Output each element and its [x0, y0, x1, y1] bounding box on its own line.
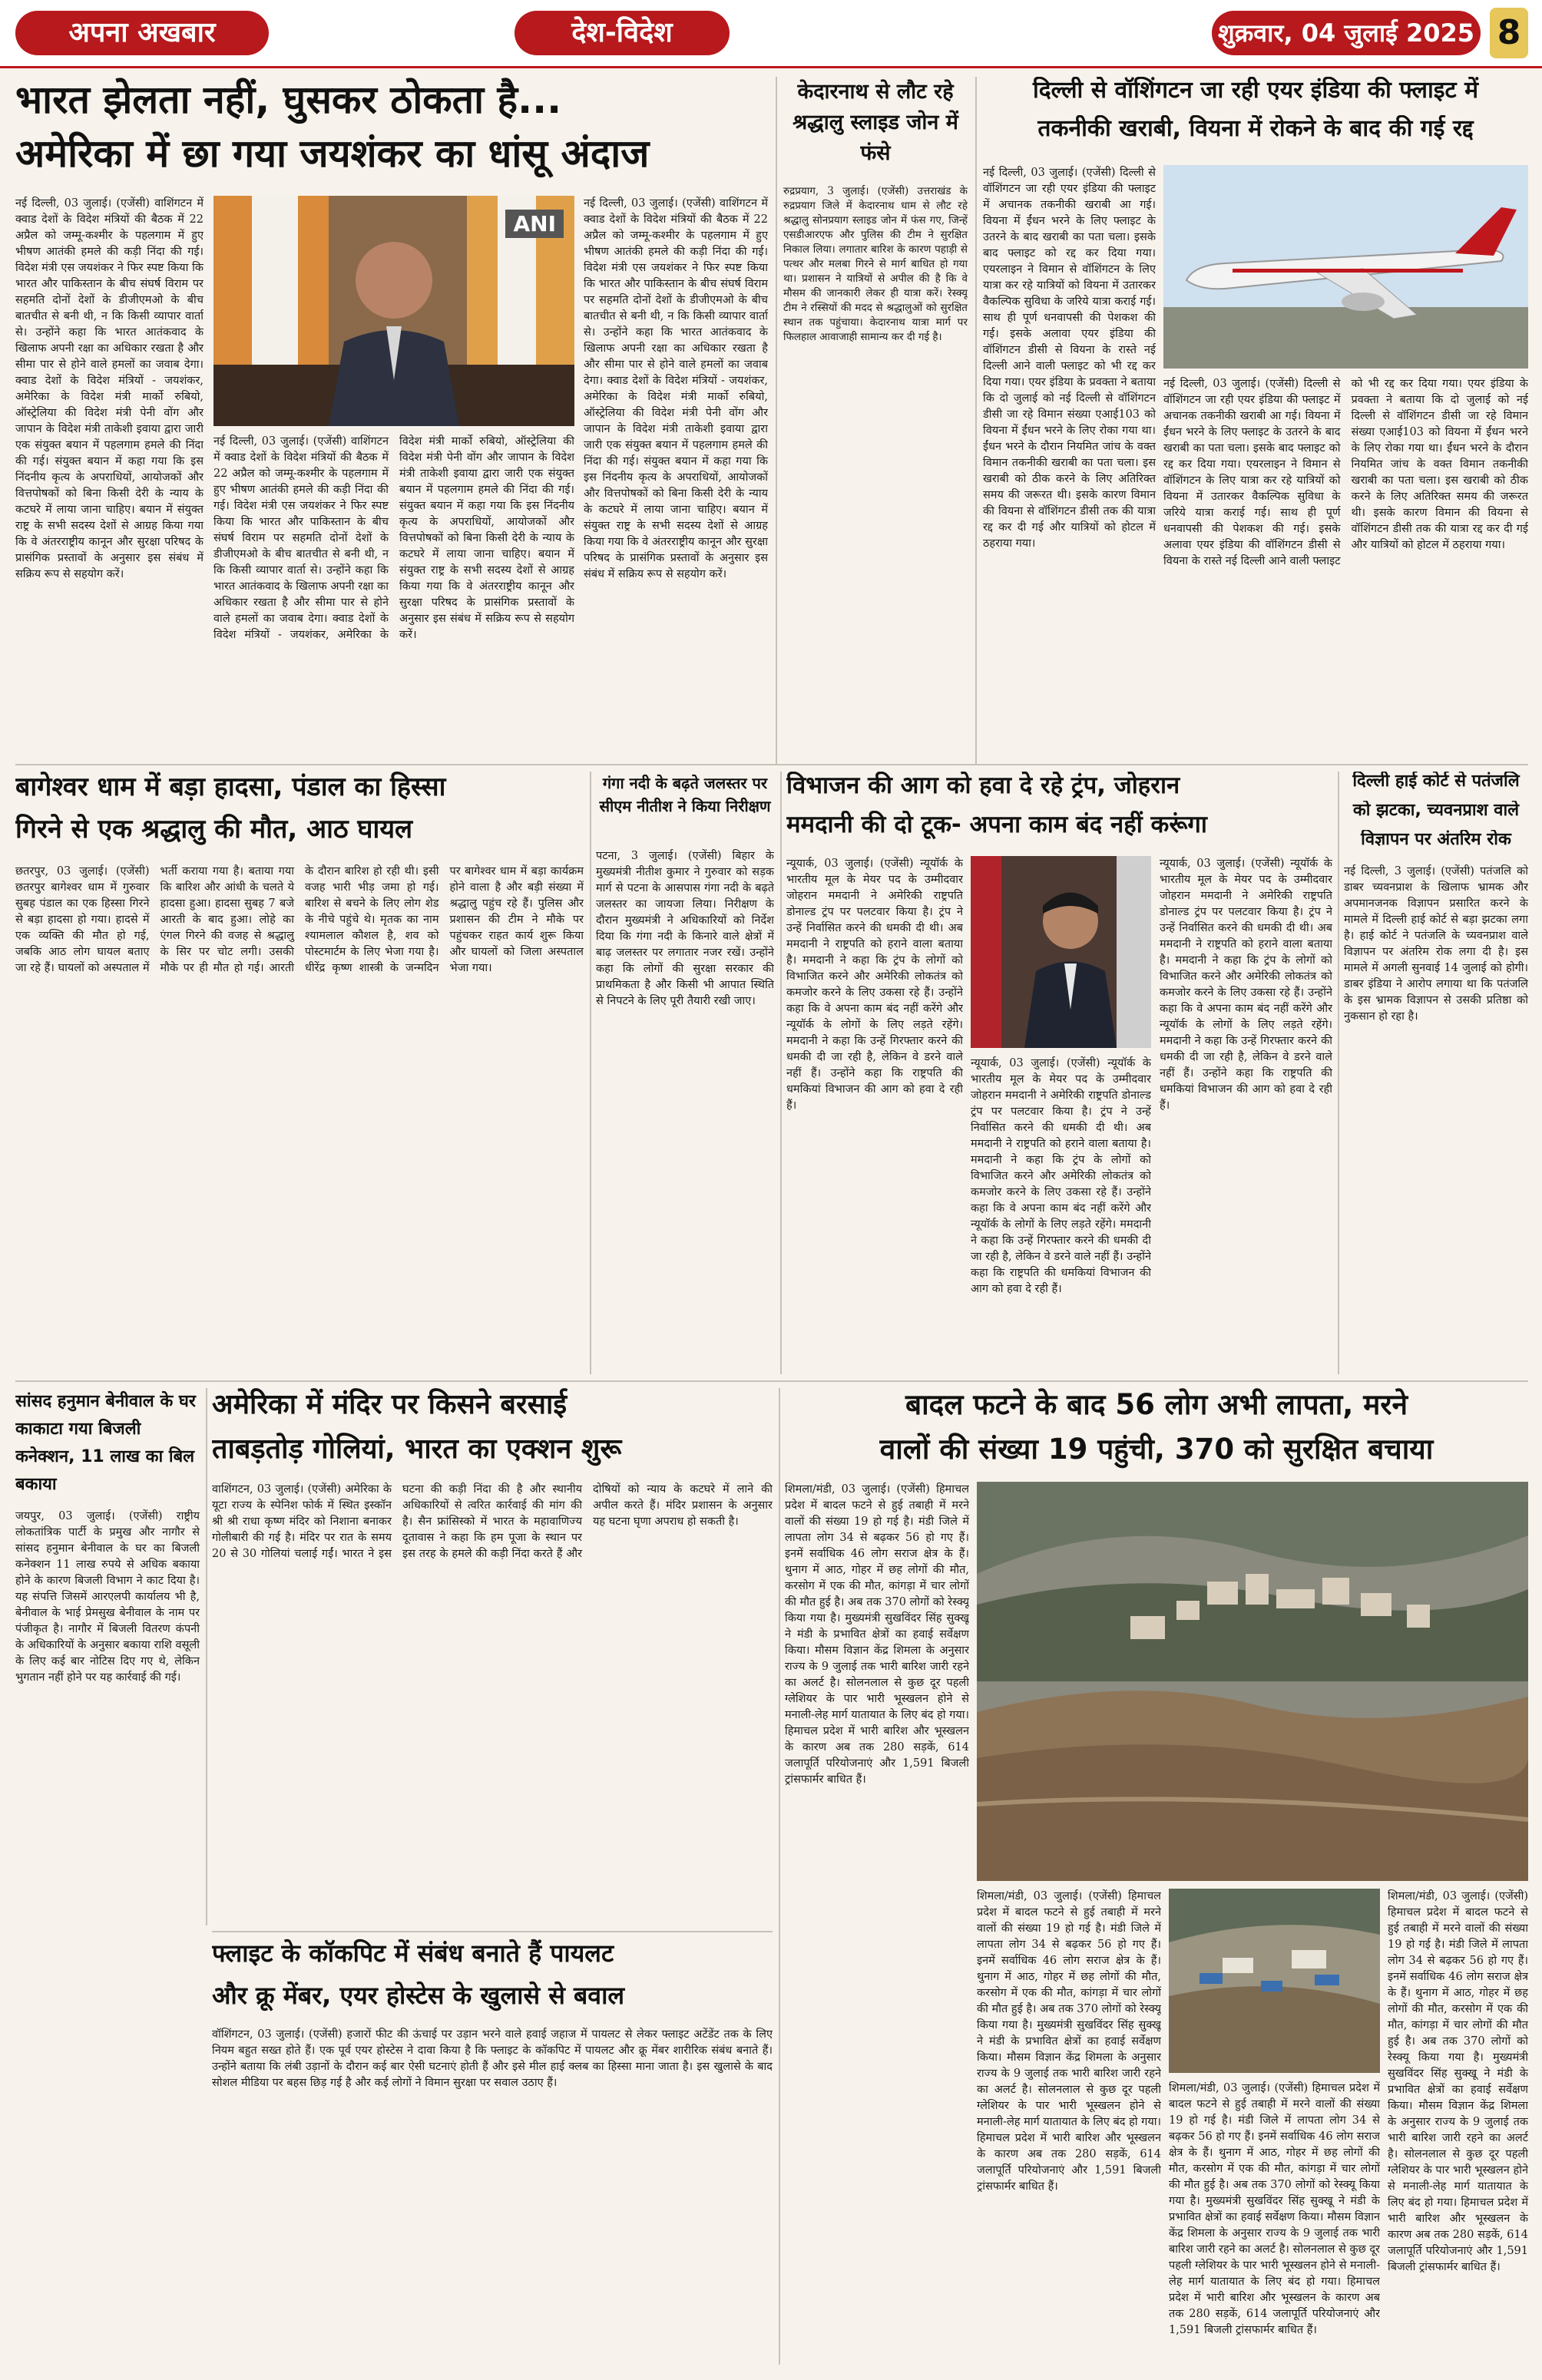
airindia-headline-2: तकनीकी खराबी, वियना में रोकने के बाद की गई रद्द [1037, 115, 1474, 142]
mamdani-headline-1: विभाजन की आग को हवा दे रहे ट्रंप, जोहरान [786, 772, 1180, 799]
divider [776, 77, 777, 764]
pilot-headline-1: फ्लाइट के कॉकपिट में संबंध बनाते हैं पायलट [212, 1939, 614, 1968]
patanjali-body: नई दिल्ली, 3 जुलाई। (एजेंसी) पतंजलि को डाबर च्यवनप्राश के खिलाफ भ्रामक और अपमानजनक विज्ञापन प्रसारित करने के मामले में दिल्ली हाई कोर्ट से बड़ा झटका लगा है। हाई कोर्ट ने पतंजलि के च्यवनप्राश वाले विज्ञापन पर अंतरिम रोक लगा दी है। इस मामले में अगली सुनवाई 14 जुलाई को होगी। डाबर इंडिया ने आरोप लगाया था कि पतंजलि के इस भ्रामक विज्ञापन से उसकी प्रतिष्ठा को नुकसान हो रहा है। [1344, 865, 1528, 1023]
section-title: देश-विदेश [515, 11, 730, 55]
himachal-body-col3: शिमला/मंडी, 03 जुलाई। (एजेंसी) हिमाचल प्रदेश में बादल फटने से हुई तबाही में मरने वालों की संख्या 19 हो गई है। मंडी जिले में लापता लोग 34 से बढ़कर 56 हो गए हैं। इनमें सर्वाधिक 46 लोग सराज क्षेत्र के हैं। थुनाग में आठ, गोहर में छह लोगों की मौत, करसोग में एक की मौत, कांगड़ा में चार लोगों की मौत हुई है। अब तक 370 लोगों को रेस्क्यू किया गया है। मुख्यमंत्री सुखविंदर सिंह सुक्खू ने मंडी के प्रभावित क्षेत्रों का हवाई सर्वेक्षण किया। मौसम विज्ञान केंद्र शिमला के अनुसार राज्य के 9 जुलाई तक भारी बारिश जारी रहने का अलर्ट है। सोलनलाल से कुछ दूर पहली ग्लेशियर के पार भारी भूस्खलन होने से मनाली-लेह मार्ग यातायात के लिए बंद हो गया। हिमाचल प्रदेश में भारी बारिश और भूस्खलन के कारण अब तक 280 सड़कें, 614 जलापूर्ति परियोजनाएं और 1,591 बिजली ट्रांसफार्मर बाधित हैं। [1388, 1890, 1528, 2273]
nitish-headline: गंगा नदी के बढ़ते जलस्तर पर सीएम नीतीश ने किया निरीक्षण [599, 774, 771, 815]
jaishankar-photo [213, 196, 574, 426]
divider [15, 1380, 1528, 1382]
jaishankar-body-cols: नई दिल्ली, 03 जुलाई। (एजेंसी) वाशिंगटन में क्वाड देशों के विदेश मंत्रियों की बैठक में 22 अप्रैल को जम्मू-कश्मीर के पहलगाम में हुए भीषण आतंकी हमले की कड़ी निंदा की गई। विदेश मंत्री एस जयशंकर ने फिर स्पष्ट किया कि भारत और पाकिस्तान के बीच संघर्ष विराम पर सहमति दोनों देशों के डीजीएमओ के बीच बातचीत से बनी थी, न कि किसी व्यापार वार्ता से। उन्होंने कहा कि भारत आतंकवाद के खिलाफ अपनी रक्षा का अधिकार रखता है और सीमा पार से होने वाले हमलों का जवाब देगा। क्वाड देशों के विदेश मंत्रियों - जयशंकर, अमेरिका के विदेश मंत्री मार्को रुबियो, ऑस्ट्रेलिया की विदेश मंत्री पेनी वोंग और जापान के विदेश मंत्री ताकेशी इवाया द्वारा जारी एक संयुक्त बयान में पहलगाम हमले की निंदा की गई। संयुक्त बयान में कहा गया कि इस निंदनीय कृत्य के अपराधियों, आयोजकों और वित्तपोषकों को बिना किसी देरी के न्याय के कटघरे में लाया जाना चाहिए। बयान में संयुक्त राष्ट्र के सभी सदस्य देशों से आग्रह किया गया कि वे अंतरराष्ट्रीय कानून और सुरक्षा परिषद के प्रासंगिक प्रस्तावों के अनुसार इस संबंध में सक्रिय रूप से सहयोग करें। [213, 435, 574, 641]
airindia-body-col1: नई दिल्ली, 03 जुलाई। (एजेंसी) दिल्ली से वॉशिंगटन जा रही एयर इंडिया की फ्लाइट में अचानक तकनीकी खराबी आ गई। वियना में ईंधन भरने के लिए फ्लाइट के उतरने के बाद खराबी का पता चला। इसके बाद फ्लाइट को रद्द कर दिया गया। एयरलाइन ने विमान से वॉशिंगटन के लिए यात्रा कर रहे यात्रियों को वियना में उतारकर वैकल्पिक सुविधा के जरिये यात्रा कराई गई। साथ ही पूर्ण धनवापसी की पेशकश की गई। इसके अलावा एयर इंडिया की वॉशिंगटन डीसी से वियना के रास्ते नई दिल्ली आने वाली फ्लाइट को भी रद्द कर दिया गया। एयर इंडिया के प्रवक्ता ने बताया कि दो जुलाई को नई दिल्ली से वॉशिंगटन डीसी जा रहे विमान संख्या एआई103 को वियना में ईंधन भरने के लिए रोका गया था। ईंधन भरने के दौरान नियमित जांच के वक्त विमान तकनीकी खराबी का पता चला। इस खराबी को ठीक करने के लिए अतिरिक्त समय की जरूरत थी। इसके कारण विमान की वियना से वॉशिंगटन डीसी तक की यात्रा रद्द कर दी गई और यात्रियों को होटल में ठहराया गया। [983, 167, 1156, 550]
himachal-headline-2: वालों की संख्या 19 पहुंची, 370 को सुरक्षित बचाया [879, 1433, 1434, 1466]
masthead [0, 0, 1542, 68]
jaishankar-body-col1: नई दिल्ली, 03 जुलाई। (एजेंसी) वाशिंगटन में क्वाड देशों के विदेश मंत्रियों की बैठक में 22 अप्रैल को जम्मू-कश्मीर के पहलगाम में हुए भीषण आतंकी हमले की कड़ी निंदा की गई। विदेश मंत्री एस जयशंकर ने फिर स्पष्ट किया कि भारत और पाकिस्तान के बीच संघर्ष विराम पर सहमति दोनों देशों के डीजीएमओ के बीच बातचीत से बनी थी, न कि किसी व्यापार वार्ता से। उन्होंने कहा कि भारत आतंकवाद के खिलाफ अपनी रक्षा का अधिकार रखता है और सीमा पार से होने वाले हमलों का जवाब देगा। क्वाड देशों के विदेश मंत्रियों - जयशंकर, अमेरिका के विदेश मंत्री मार्को रुबियो, ऑस्ट्रेलिया की विदेश मंत्री पेनी वोंग और जापान के विदेश मंत्री ताकेशी इवाया द्वारा जारी एक संयुक्त बयान में पहलगाम हमले की निंदा की गई। संयुक्त बयान में कहा गया कि इस निंदनीय कृत्य के अपराधियों, आयोजकों और वित्तपोषकों को बिना किसी देरी के न्याय के कटघरे में लाया जाना चाहिए। बयान में संयुक्त राष्ट्र के सभी सदस्य देशों से आग्रह किया गया कि वे अंतरराष्ट्रीय कानून और सुरक्षा परिषद के प्रासंगिक प्रस्तावों के अनुसार इस संबंध में सक्रिय रूप से सहयोग करें। [15, 197, 204, 580]
issue-date: शुक्रवार, 04 जुलाई 2025 [1212, 11, 1481, 55]
page-number: 8 [1490, 8, 1528, 58]
divider [1338, 772, 1339, 1374]
bageshwar-headline-2: गिरने से एक श्रद्धालु की मौत, आठ घायल [15, 814, 413, 845]
divider [779, 1388, 780, 2365]
divider [15, 764, 1528, 765]
divider [212, 1931, 773, 1932]
bageshwar-body: छतरपुर, 03 जुलाई। (एजेंसी) छतरपुर बागेश्वर धाम में गुरुवार सुबह पंडाल का एक हिस्सा गिरने से बड़ा हादसा हो गया। हादसे में एक व्यक्ति की मौत हो गई, जबकि आठ लोग घायल बताए जा रहे हैं। घायलों को अस्पताल में भर्ती कराया गया है। बताया गया कि बारिश और आंधी के चलते ये हादसा हुआ। हादसा सुबह 7 बजे आरती के बाद हुआ। लोहे का एंगल गिरने की वजह से श्रद्धालु के सिर पर चोट लगी। उसकी मौके पर ही मौत हो गई। आरती के दौरान बारिश हो रही थी। इसी वजह भारी भीड़ जमा हो गई। बारिश से बचने के लिए लोग शेड के नीचे पहुंचे थे। मृतक का नाम श्यामलाल कौशल है, शव को पोस्टमार्टम के लिए भेजा गया है। धीरेंद्र कृष्ण शास्त्री के जन्मदिन पर बागेश्वर धाम में बड़ा कार्यक्रम होने वाला है और बड़ी संख्या में श्रद्धालु पहुंच रहे हैं। पुलिस और प्रशासन की टीम ने मौके पर पहुंचकर राहत कार्य शुरू किया और घायलों को जिला अस्पताल भेजा गया। [15, 865, 584, 974]
bageshwar-headline-1: बागेश्वर धाम में बड़ा हादसा, पंडाल का हिस्सा [15, 772, 446, 802]
divider [975, 77, 977, 764]
patanjali-headline-3: विज्ञापन पर अंतरिम रोक [1361, 830, 1511, 849]
temple-headline-1: अमेरिका में मंदिर पर किसने बरसाई [212, 1389, 567, 1420]
patanjali-headline-1: दिल्ली हाई कोर्ट से पतंजलि [1352, 772, 1520, 791]
paper-name: अपना अखबार [15, 11, 269, 55]
photo-credit: ANI [505, 210, 564, 238]
airindia-body-cols: नई दिल्ली, 03 जुलाई। (एजेंसी) दिल्ली से वॉशिंगटन जा रही एयर इंडिया की फ्लाइट में अचानक तकनीकी खराबी आ गई। वियना में ईंधन भरने के लिए फ्लाइट के उतरने के बाद खराबी का पता चला। इसके बाद फ्लाइट को रद्द कर दिया गया। एयरलाइन ने विमान से वॉशिंगटन के लिए यात्रा कर रहे यात्रियों को वियना में उतारकर वैकल्पिक सुविधा के जरिये यात्रा कराई गई। साथ ही पूर्ण धनवापसी की पेशकश की गई। इसके अलावा एयर इंडिया की वॉशिंगटन डीसी से वियना के रास्ते नई दिल्ली आने वाली फ्लाइट को भी रद्द कर दिया गया। एयर इंडिया के प्रवक्ता ने बताया कि दो जुलाई को नई दिल्ली से वॉशिंगटन डीसी जा रहे विमान संख्या एआई103 को वियना में ईंधन भरने के लिए रोका गया था। ईंधन भरने के दौरान नियमित जांच के वक्त विमान तकनीकी खराबी का पता चला। इस खराबी को ठीक करने के लिए अतिरिक्त समय की जरूरत थी। इसके कारण विमान की वियना से वॉशिंगटन डीसी तक की यात्रा रद्द कर दी गई और यात्रियों को होटल में ठहराया गया। [1163, 378, 1528, 567]
jaishankar-headline-2: अमेरिका में छा गया जयशंकर का धांसू अंदाज [15, 131, 650, 176]
jaishankar-headline-1: भारत झेलता नहीं, घुसकर ठोकता है... [15, 78, 562, 122]
himachal-rescue-photo [1169, 1889, 1380, 2073]
mamdani-body-col1: न्यूयार्क, 03 जुलाई। (एजेंसी) न्यूयॉर्क के भारतीय मूल के मेयर पद के उम्मीदवार जोहरान ममदानी ने अमेरिकी राष्ट्रपति डोनाल्ड ट्रंप पर पलटवार किया है। ट्रंप ने उन्हें निर्वासित करने की धमकी दी थी। अब ममदानी ने राष्ट्रपति को हराने वाला बताया है। ममदानी ने कहा कि ट्रंप के लोगों को विभाजित करने और अमेरिकी लोकतंत्र को कमजोर करने के लिए उकसा रहे हैं। उन्होंने कहा कि वे अपना काम बंद नहीं करेंगे और न्यूयॉर्क के लोगों के लिए लड़ते रहेंगे। ममदानी ने कहा कि उन्हें गिरफ्तार करने की धमकी दी जा रही है, लेकिन वे डरने वाले नहीं हैं। उन्होंने कहा कि राष्ट्रपति की धमकियां विभाजन की आग को हवा दे रही हैं। [786, 858, 963, 1112]
mamdani-body-col2b: न्यूयार्क, 03 जुलाई। (एजेंसी) न्यूयॉर्क के भारतीय मूल के मेयर पद के उम्मीदवार जोहरान ममदानी ने अमेरिकी राष्ट्रपति डोनाल्ड ट्रंप पर पलटवार किया है। ट्रंप ने उन्हें निर्वासित करने की धमकी दी थी। अब ममदानी ने राष्ट्रपति को हराने वाला बताया है। ममदानी ने कहा कि ट्रंप के लोगों को विभाजित करने और अमेरिकी लोकतंत्र को कमजोर करने के लिए उकसा रहे हैं। उन्होंने कहा कि वे अपना काम बंद नहीं करेंगे और न्यूयॉर्क के लोगों के लिए लड़ते रहेंगे। ममदानी ने कहा कि उन्हें गिरफ्तार करने की धमकी दी जा रही है, लेकिन वे डरने वाले नहीं हैं। उन्होंने कहा कि राष्ट्रपति की धमकियां विभाजन की आग को हवा दे रही हैं। [971, 1057, 1151, 1295]
pilot-body: वॉशिंगटन, 03 जुलाई। (एजेंसी) हजारों फीट की ऊंचाई पर उड़ान भरने वाले हवाई जहाज में पायलट से लेकर फ्लाइट अटेंडेंट तक के लिए नियम बहुत सख्त होते हैं। एक पूर्व एयर होस्टेस ने दावा किया है कि फ्लाइट के कॉकपिट में पायलट और क्रू मेंबर शारीरिक संबंध बनाते हैं। उन्होंने बताया कि लंबी उड़ानों के दौरान कई बार ऐसी घटनाएं होती हैं और इसे मील हाई क्लब का हिस्सा माना जाता है। इस खुलासे के बाद सोशल मीडिया पर बहस छिड़ गई है और कई लोगों ने विमान सुरक्षा पर सवाल उठाए हैं। [212, 2028, 773, 2089]
airindia-plane-photo [1163, 165, 1528, 369]
himachal-body-col4: शिमला/मंडी, 03 जुलाई। (एजेंसी) हिमाचल प्रदेश में बादल फटने से हुई तबाही में मरने वालों की संख्या 19 हो गई है। मंडी जिले में लापता लोग 34 से बढ़कर 56 हो गए हैं। इनमें सर्वाधिक 46 लोग सराज क्षेत्र के हैं। थुनाग में आठ, गोहर में छह लोगों की मौत, करसोग में एक की मौत, कांगड़ा में चार लोगों की मौत हुई है। अब तक 370 लोगों को रेस्क्यू किया गया है। मुख्यमंत्री सुखविंदर सिंह सुक्खू ने मंडी के प्रभावित क्षेत्रों का हवाई सर्वेक्षण किया। मौसम विज्ञान केंद्र शिमला के अनुसार राज्य के 9 जुलाई तक भारी बारिश जारी रहने का अलर्ट है। सोलनलाल से कुछ दूर पहली ग्लेशियर के पार भारी भूस्खलन होने से मनाली-लेह मार्ग यातायात के लिए बंद हो गया। हिमाचल प्रदेश में भारी बारिश और भूस्खलन के कारण अब तक 280 सड़कें, 614 जलापूर्ति परियोजनाएं और 1,591 बिजली ट्रांसफार्मर बाधित हैं। [1169, 2082, 1380, 2336]
temple-headline-2: ताबड़तोड़ गोलियां, भारत का एक्शन शुरू [212, 1433, 622, 1465]
himachal-body-col2: शिमला/मंडी, 03 जुलाई। (एजेंसी) हिमाचल प्रदेश में बादल फटने से हुई तबाही में मरने वालों की संख्या 19 हो गई है। मंडी जिले में लापता लोग 34 से बढ़कर 56 हो गए हैं। इनमें सर्वाधिक 46 लोग सराज क्षेत्र के हैं। थुनाग में आठ, गोहर में छह लोगों की मौत, करसोग में एक की मौत, कांगड़ा में चार लोगों की मौत हुई है। अब तक 370 लोगों को रेस्क्यू किया गया है। मुख्यमंत्री सुखविंदर सिंह सुक्खू ने मंडी के प्रभावित क्षेत्रों का हवाई सर्वेक्षण किया। मौसम विज्ञान केंद्र शिमला के अनुसार राज्य के 9 जुलाई तक भारी बारिश जारी रहने का अलर्ट है। सोलनलाल से कुछ दूर पहली ग्लेशियर के पार भारी भूस्खलन होने से मनाली-लेह मार्ग यातायात के लिए बंद हो गया। हिमाचल प्रदेश में भारी बारिश और भूस्खलन के कारण अब तक 280 सड़कें, 614 जलापूर्ति परियोजनाएं और 1,591 बिजली ट्रांसफार्मर बाधित हैं। [977, 1890, 1161, 2193]
himachal-headline-1: बादल फटने के बाद 56 लोग अभी लापता, मरने [905, 1388, 1408, 1421]
divider [590, 772, 591, 1374]
divider [780, 772, 782, 1374]
jaishankar-body-col4: नई दिल्ली, 03 जुलाई। (एजेंसी) वाशिंगटन में क्वाड देशों के विदेश मंत्रियों की बैठक में 22 अप्रैल को जम्मू-कश्मीर के पहलगाम में हुए भीषण आतंकी हमले की कड़ी निंदा की गई। विदेश मंत्री एस जयशंकर ने फिर स्पष्ट किया कि भारत और पाकिस्तान के बीच संघर्ष विराम पर सहमति दोनों देशों के डीजीएमओ के बीच बातचीत से बनी थी, न कि किसी व्यापार वार्ता से। उन्होंने कहा कि भारत आतंकवाद के खिलाफ अपनी रक्षा का अधिकार रखता है और सीमा पार से होने वाले हमलों का जवाब देगा। क्वाड देशों के विदेश मंत्रियों - जयशंकर, अमेरिका के विदेश मंत्री मार्को रुबियो, ऑस्ट्रेलिया की विदेश मंत्री पेनी वोंग और जापान के विदेश मंत्री ताकेशी इवाया द्वारा जारी एक संयुक्त बयान में पहलगाम हमले की निंदा की गई। संयुक्त बयान में कहा गया कि इस निंदनीय कृत्य के अपराधियों, आयोजकों और वित्तपोषकों को बिना किसी देरी के न्याय के कटघरे में लाया जाना चाहिए। बयान में संयुक्त राष्ट्र के सभी सदस्य देशों से आग्रह किया गया कि वे अंतरराष्ट्रीय कानून और सुरक्षा परिषद के प्रासंगिक प्रस्तावों के अनुसार इस संबंध में सक्रिय रूप से सहयोग करें। [584, 197, 768, 580]
himachal-flood-photo [977, 1482, 1528, 1881]
beniwal-body: जयपुर, 03 जुलाई। (एजेंसी) राष्ट्रीय लोकतांत्रिक पार्टी के प्रमुख और नागौर से सांसद हनुमान बेनीवाल के घर का बिजली कनेक्शन 11 लाख रुपये से अधिक बकाया होने के कारण बिजली विभाग ने काट दिया है। यह संपत्ति जिसमें आरएलपी कार्यालय भी है, बेनीवाल के भाई प्रेमसुख बेनीवाल के नाम पर पंजीकृत है। नागौर में बिजली वितरण कंपनी के अधिकारियों के अनुसार बकाया राशि वसूली के लिए कई बार नोटिस दिए गए थे, लेकिन भुगतान नहीं होने पर यह कार्रवाई की गई। [15, 1510, 200, 1684]
divider [206, 1388, 207, 1925]
kedarnath-headline: केदारनाथ से लौट रहे श्रद्धालु स्लाइड जोन में फंसे [793, 80, 958, 165]
airindia-headline-1: दिल्ली से वॉशिंगटन जा रही एयर इंडिया की फ्लाइट में [1032, 77, 1479, 104]
kedarnath-body: रुद्रप्रयाग, 3 जुलाई। (एजेंसी) उत्तराखंड के रुद्रप्रयाग जिले में केदारनाथ धाम से लौट रहे श्रद्धालु सोनप्रयाग स्लाइड जोन में फंस गए, जिन्हें एसडीआरएफ और पुलिस की टीम ने सुरक्षित निकाल लिया। लगातार बारिश के कारण पहाड़ी से पत्थर और मलबा गिरने से मार्ग बाधित हो गया था। प्रशासन ने यात्रियों से अपील की है कि वे मौसम की जानकारी लेकर ही यात्रा करें। रेस्क्यू टीम ने रस्सियों की मदद से श्रद्धालुओं को सुरक्षित स्थान तक पहुंचाया। केदारनाथ यात्रा मार्ग पर फिलहाल आवाजाही सामान्य कर दी गई है। [783, 185, 968, 343]
mamdani-headline-2: ममदानी की दो टूक- अपना काम बंद नहीं करूंगा [786, 811, 1207, 838]
temple-body: वाशिंगटन, 03 जुलाई। (एजेंसी) अमेरिका के यूटा राज्य के स्पेनिश फोर्क में स्थित इस्कॉन श्री श्री राधा कृष्ण मंदिर को निशाना बनाकर गोलीबारी की गई है। मंदिर पर रात के समय 20 से 30 गोलियां चलाई गईं। भारत ने इस घटना की कड़ी निंदा की है और स्थानीय अधिकारियों से त्वरित कार्रवाई की मांग की है। सैन फ्रांसिस्को में भारत के महावाणिज्य दूतावास ने कहा कि हम पूजा के स्थान पर इस तरह के हमले की कड़ी निंदा करते हैं और दोषियों को न्याय के कटघरे में लाने की अपील करते हैं। मंदिर प्रशासन के अनुसार यह घटना घृणा अपराध हो सकती है। [212, 1483, 773, 1560]
mamdani-photo [971, 856, 1151, 1048]
nitish-body: पटना, 3 जुलाई। (एजेंसी) बिहार के मुख्यमंत्री नीतीश कुमार ने गुरुवार को सड़क मार्ग से पटना के आसपास गंगा नदी के बढ़ते जलस्तर का जायजा लिया। निरीक्षण के दौरान मुख्यमंत्री ने अधिकारियों को निर्देश दिया कि गंगा नदी के किनारे वाले क्षेत्रों में बाढ़ जलस्तर पर लगातार नजर रखें। उन्होंने कहा कि लोगों की सुरक्षा सरकार की प्राथमिकता है और किसी भी आपात स्थिति से निपटने के लिए पूरी तैयारी रखी जाए। [596, 850, 774, 1007]
himachal-body-col1: शिमला/मंडी, 03 जुलाई। (एजेंसी) हिमाचल प्रदेश में बादल फटने से हुई तबाही में मरने वालों की संख्या 19 हो गई है। मंडी जिले में लापता लोग 34 से बढ़कर 56 हो गए हैं। इनमें सर्वाधिक 46 लोग सराज क्षेत्र के हैं। थुनाग में आठ, गोहर में छह लोगों की मौत, करसोग में एक की मौत, कांगड़ा में चार लोगों की मौत हुई है। अब तक 370 लोगों को रेस्क्यू किया गया है। मुख्यमंत्री सुखविंदर सिंह सुक्खू ने मंडी के प्रभावित क्षेत्रों का हवाई सर्वेक्षण किया। मौसम विज्ञान केंद्र शिमला के अनुसार राज्य के 9 जुलाई तक भारी बारिश जारी रहने का अलर्ट है। सोलनलाल से कुछ दूर पहली ग्लेशियर के पार भारी भूस्खलन होने से मनाली-लेह मार्ग यातायात के लिए बंद हो गया। हिमाचल प्रदेश में भारी बारिश और भूस्खलन के कारण अब तक 280 सड़कें, 614 जलापूर्ति परियोजनाएं और 1,591 बिजली ट्रांसफार्मर बाधित हैं। [785, 1483, 969, 1786]
beniwal-headline: सांसद हनुमान बेनीवाल के घर काकाटा गया बिजली कनेक्शन, 11 लाख का बिल बकाया [15, 1392, 196, 1494]
mamdani-body-col3: न्यूयार्क, 03 जुलाई। (एजेंसी) न्यूयॉर्क के भारतीय मूल के मेयर पद के उम्मीदवार जोहरान ममदानी ने अमेरिकी राष्ट्रपति डोनाल्ड ट्रंप पर पलटवार किया है। ट्रंप ने उन्हें निर्वासित करने की धमकी दी थी। अब ममदानी ने राष्ट्रपति को हराने वाला बताया है। ममदानी ने कहा कि ट्रंप के लोगों को विभाजित करने और अमेरिकी लोकतंत्र को कमजोर करने के लिए उकसा रहे हैं। उन्होंने कहा कि वे अपना काम बंद नहीं करेंगे और न्यूयॉर्क के लोगों के लिए लड़ते रहेंगे। ममदानी ने कहा कि उन्हें गिरफ्तार करने की धमकी दी जा रही है, लेकिन वे डरने वाले नहीं हैं। उन्होंने कहा कि राष्ट्रपति की धमकियां विभाजन की आग को हवा दे रही हैं। [1160, 858, 1332, 1112]
pilot-headline-2: और क्रू मेंबर, एयर होस्टेस के खुलासे से बवाल [212, 1981, 625, 2010]
patanjali-headline-2: को झटका, च्यवनप्राश वाले [1352, 801, 1520, 820]
